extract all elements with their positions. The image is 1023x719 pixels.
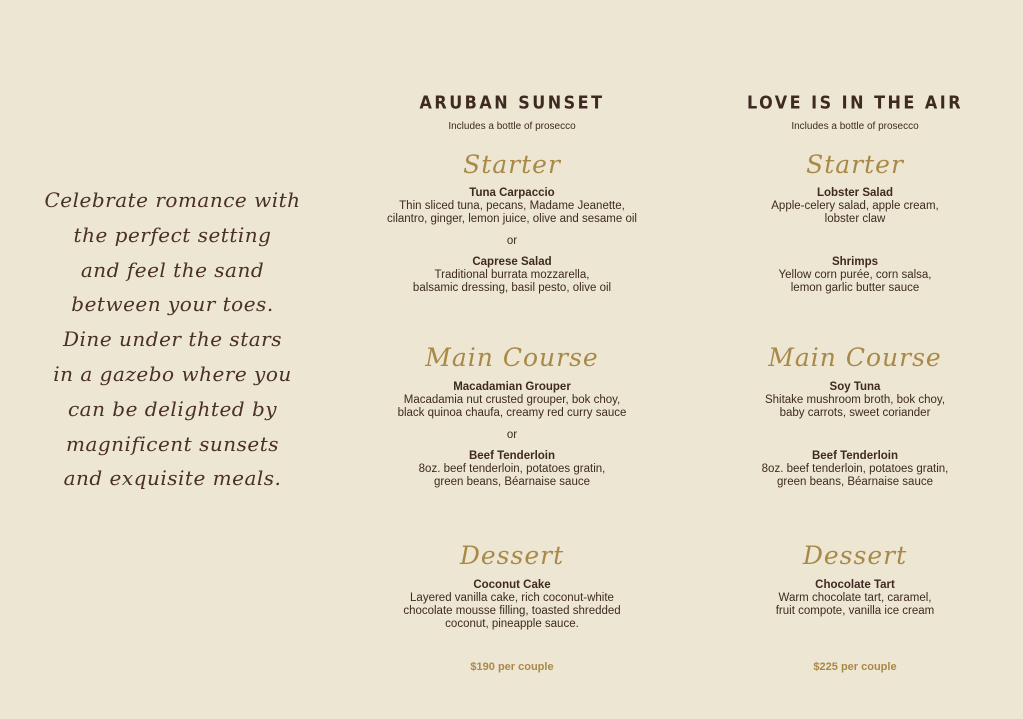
course-heading-main: Main Course <box>768 343 942 372</box>
dish-description: coconut, pineapple sauce. <box>445 618 579 631</box>
price: $190 per couple <box>470 661 554 673</box>
menu-title: LOVE IS IN THE AIR <box>746 91 964 114</box>
dish-macadamian-grouper <box>362 381 662 420</box>
menu-love-is-in-the-air <box>705 0 1005 719</box>
dish-description: black quinoa chaufa, creamy red curry sauce <box>397 407 627 420</box>
price: $225 per couple <box>813 661 897 673</box>
dish-description: lemon garlic butter sauce <box>790 282 920 295</box>
dish-description: Yellow corn purée, corn salsa, <box>778 269 932 281</box>
intro-line: the perfect setting <box>73 222 272 247</box>
dish-name: Shrimps <box>831 256 878 268</box>
intro-line: between your toes. <box>71 292 274 317</box>
dish-description: green beans, Béarnaise sauce <box>777 476 933 489</box>
course-heading-dessert: Dessert <box>802 541 908 570</box>
dish-caprese-salad <box>362 256 662 295</box>
menu-subtitle: Includes a bottle of prosecco <box>791 121 919 132</box>
course-heading-starter: Starter <box>463 150 561 179</box>
dish-shrimps <box>705 256 1005 295</box>
dish-description: balsamic dressing, basil pesto, olive oil <box>412 282 612 295</box>
dish-description: fruit compote, vanilla ice cream <box>775 605 935 618</box>
dish-description: 8oz. beef tenderloin, potatoes gratin, <box>761 463 949 475</box>
dish-description: lobster claw <box>824 213 886 226</box>
dish-name: Tuna Carpaccio <box>469 187 555 199</box>
course-heading-starter: Starter <box>806 150 904 179</box>
dish-description: Thin sliced tuna, pecans, Madame Jeanette, <box>399 200 625 212</box>
dish-name: Beef Tenderloin <box>468 450 556 462</box>
dish-description: green beans, Béarnaise sauce <box>434 476 590 489</box>
dish-name: Soy Tuna <box>829 381 881 393</box>
dish-name: Beef Tenderloin <box>811 450 899 462</box>
intro-line: Dine under the stars <box>63 327 282 352</box>
intro-line: Celebrate romance with <box>44 188 301 212</box>
menu-aruban-sunset <box>362 0 662 719</box>
intro-line: and feel the sand <box>80 257 265 282</box>
intro-text <box>30 183 315 496</box>
dish-description: chocolate mousse filling, toasted shredded <box>403 605 621 618</box>
dish-description: Apple-celery salad, apple cream, <box>771 200 939 212</box>
dish-name: Macadamian Grouper <box>453 381 571 393</box>
dish-description: Layered vanilla cake, rich coconut-white <box>410 592 614 604</box>
intro-line: and exquisite meals. <box>63 466 282 491</box>
dish-lobster-salad <box>705 187 1005 226</box>
dish-description: 8oz. beef tenderloin, potatoes gratin, <box>418 463 606 475</box>
or-separator: or <box>506 235 518 247</box>
dish-name: Caprese Salad <box>472 256 552 268</box>
menu-title: ARUBAN SUNSET <box>419 91 605 114</box>
dish-name: Chocolate Tart <box>815 579 895 591</box>
dish-beef-tenderloin <box>705 450 1005 489</box>
dish-chocolate-tart <box>705 579 1005 618</box>
dish-name: Lobster Salad <box>816 187 894 199</box>
intro-line: magnificent sunsets <box>65 431 279 456</box>
dish-soy-tuna <box>705 381 1005 420</box>
dish-description: Traditional burrata mozzarella, <box>434 269 590 281</box>
dish-description: Macadamia nut crusted grouper, bok choy, <box>403 394 621 406</box>
intro-line: in a gazebo where you <box>53 361 292 386</box>
dish-tuna-carpaccio <box>362 187 662 226</box>
intro-line: can be delighted by <box>67 396 278 421</box>
menu-subtitle: Includes a bottle of prosecco <box>448 121 576 132</box>
dish-coconut-cake <box>362 579 662 632</box>
dish-name: Coconut Cake <box>473 579 551 591</box>
dish-description: baby carrots, sweet coriander <box>779 407 931 420</box>
or-separator: or <box>506 429 518 441</box>
course-heading-dessert: Dessert <box>459 541 565 570</box>
dish-description: Warm chocolate tart, caramel, <box>778 592 932 604</box>
course-heading-main: Main Course <box>425 343 599 372</box>
dish-beef-tenderloin <box>362 450 662 489</box>
dish-description: Shitake mushroom broth, bok choy, <box>764 394 946 406</box>
dish-description: cilantro, ginger, lemon juice, olive and sesame oil <box>387 213 637 226</box>
